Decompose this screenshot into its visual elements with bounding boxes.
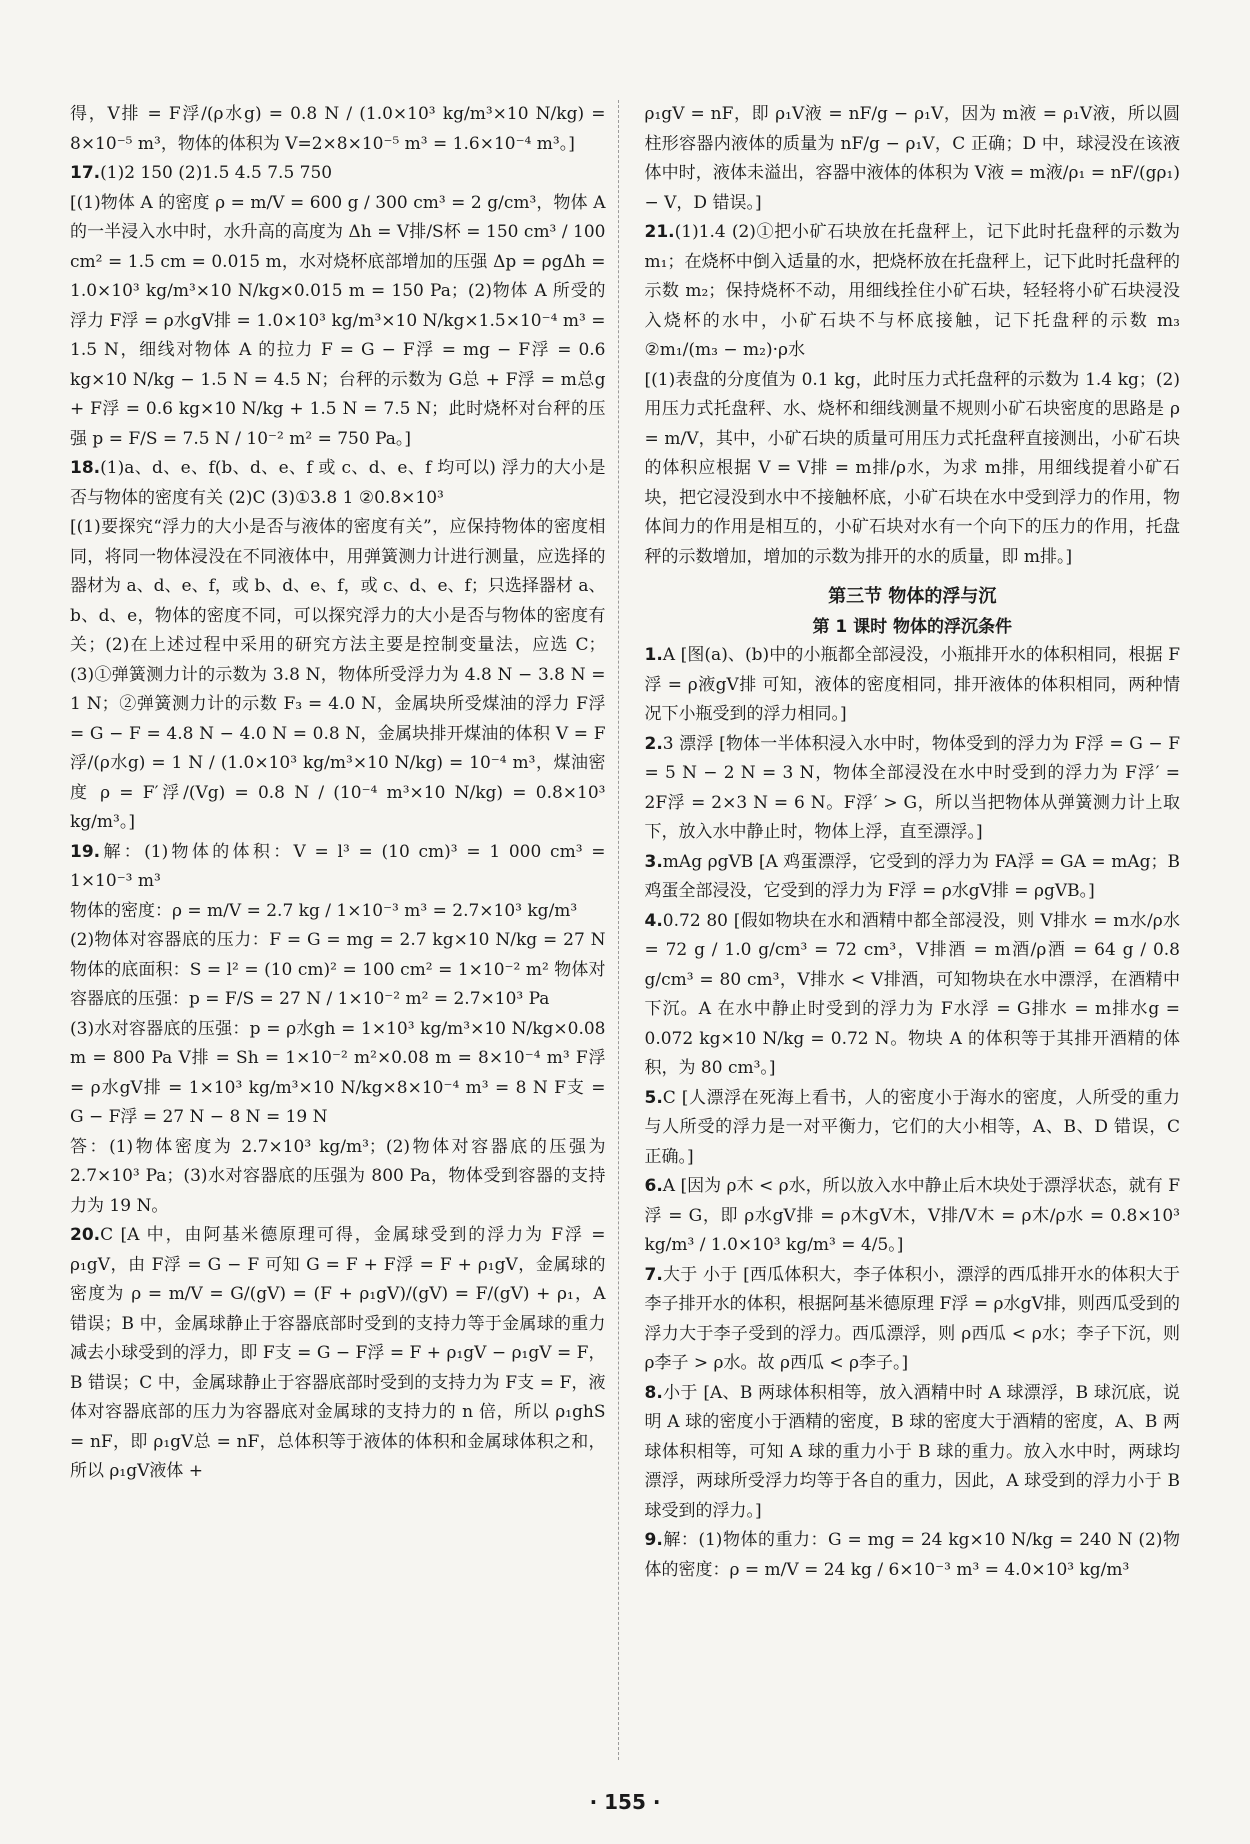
subsection-title: 第 1 课时 物体的浮沉条件 [812,617,1013,637]
answer-body: (1)a、d、e、f(b、d、e、f 或 c、d、e、f 均可以) 浮力的大小是否与物体的密度有关 (2)C (3)①3.8 1 ②0.8×10³ [70,458,606,508]
answer-text [70,1015,606,1133]
answer-item [645,730,1181,848]
question-number: 6. [644,1176,663,1196]
answer-text [645,100,1181,218]
question-number: 7. [644,1264,663,1285]
answer-body: 3 漂浮 [物体一半体积浸入水中时，物体受到的浮力为 F浮 = G − F = 5 N − 2 N = 3 N，物体全部浸没在水中时受到的浮力为 F浮′ = 2F浮 = 2×3 N = 6 N。F浮′ > G，所以当把物体从弹簧测力计上取下，放入水中静止时，物体上浮，直至漂浮。] [644,733,1180,842]
answer-item [70,1221,606,1487]
answer-item [645,1261,1181,1379]
answer-body: 大于 小于 [西瓜体积大，李子体积小，漂浮的西瓜排开水的体积大于李子排开水的体积，根据阿基米德原理 F浮 = ρ水gV排，则西瓜受到的浮力大于李子受到的浮力。西瓜漂浮，则 ρ西瓜 < ρ水；李子下沉，则 ρ李子 > ρ水。故 ρ西瓜 < ρ李子。] [644,1264,1180,1373]
answer-body: C [人漂浮在死海上看书，人的密度小于海水的密度，人所受的重力与人所受的浮力是一对平衡力，它们的大小相等，A、B、D 错误，C 正确。] [644,1087,1180,1167]
answer-body: mAg ρgVB [A 鸡蛋漂浮，它受到的浮力为 FA浮 = GA = mAg；B 鸡蛋全部浸没，它受到的浮力为 F浮 = ρ水gV排 = ρgVB。] [644,851,1180,901]
answer-body: (1)2 150 (2)1.5 4.5 7.5 750 [100,163,333,183]
answer-item [645,1379,1181,1527]
answer-body: (3)水对容器底的压强：p = ρ水gh = 1×10³ kg/m³×10 N/kg×0.08 m = 800 Pa V排 = Sh = 1×10⁻² m²×0.08 m = 8×10⁻⁴ m³ F浮 = ρ水gV排 = 1×10³ kg/m³×10 N/kg×8×10⁻⁴ m³ = 8 N F支 = G − F浮 = 27 N − 8 N = 19 N [70,1018,606,1127]
answer-item [70,159,606,189]
answer-text [70,926,606,1015]
question-number: 18. [70,458,101,478]
question-number: 21. [644,222,675,242]
answer-text [70,513,606,838]
answer-text [70,1133,606,1222]
answer-item [645,1526,1181,1585]
question-number: 1. [644,645,663,665]
answer-body: 0.72 80 [假如物块在水和酒精中都全部浸没，则 V排水 = m水/ρ水 = 72 g / 1.0 g/cm³ = 72 cm³，V排酒 = m酒/ρ酒 = 64 g / 0.8 g/cm³ = 80 cm³，V排水 < V排酒，可知物块在水中漂浮，在酒精中下沉。A 在水中静止时受到的浮力为 F水浮 = G排水 = m排水g = 0.072 kg×10 N/kg = 0.72 N。物块 A 的体积等于其排开酒精的体积，为 80 cm³。] [644,910,1180,1078]
question-number: 4. [644,910,663,931]
answer-text [70,897,606,927]
answer-body: C [A 中，由阿基米德原理可得，金属球受到的浮力为 F浮 = ρ₁gV，由 F浮 = G − F 可知 G = F + F浮 = F + ρ₁gV，金属球的密度为 ρ = m/V = G/(gV) = (F + ρ₁gV)/(gV) = F/(gV) + ρ₁，A 错误；B 中，金属球静止于容器底部时受到的支持力等于金属球的重力减去小球受到的浮力，即 F支 = G − F浮 = F + ρ₁gV − ρ₁gV = F，B 错误；C 中，金属球静止于容器底部时受到的支持力为 F支 = F，液体对容器底部的压力为容器底对金属球的支持力的 n 倍，所以 ρ₁ghS = nF，即 ρ₁gV总 = nF，总体积等于液体的体积和金属球体积之和，所以 ρ₁gV液体 + [70,1225,606,1481]
answer-body: 答：(1)物体密度为 2.7×10³ kg/m³；(2)物体对容器底的压强为 2.7×10³ Pa；(3)水对容器底的压强为 800 Pa，物体受到容器的支持力为 19 N。 [70,1136,606,1216]
answer-text [70,189,606,455]
answer-item [645,1084,1181,1173]
question-number: 8. [644,1382,663,1403]
two-column-body [70,100,1180,1760]
question-number: 20. [70,1225,101,1245]
page-number: · 155 · [589,1790,661,1814]
answer-body: A [因为 ρ木 < ρ水，所以放入水中静止后木块处于漂浮状态，就有 F浮 = G，即 ρ水gV排 = ρ木gV木，V排/V木 = ρ木/ρ水 = 0.8×10³ kg/m³ / 1.0×10³ kg/m³ = 4/5。] [644,1176,1180,1255]
section-title: 第三节 物体的浮与沉 [828,586,997,607]
question-number: 5. [644,1087,663,1108]
answer-body: [(1)表盘的分度值为 0.1 kg，此时压力式托盘秤的示数为 1.4 kg；(2)用压力式托盘秤、水、烧杯和细线测量不规则小矿石块密度的思路是 ρ = m/V，其中，小矿石块的质量可用压力式托盘秤直接测出，小矿石块的体积应根据 V = V排 = m排/ρ水，为求 m排，用细线提着小矿石块，把它浸没到水中不接触杯底，小矿石块在水中受到浮力的作用，物体间力的作用是相互的，小矿石块对水有一个向下的压力的作用，托盘秤的示数增加，增加的示数为排开的水的质量，即 m排。] [644,369,1180,567]
answer-body: 解：(1)物体的重力：G = mg = 24 kg×10 N/kg = 240 N (2)物体的密度：ρ = m/V = 24 kg / 6×10⁻³ m³ = 4.0×10³ kg/m³ [644,1530,1180,1580]
answer-item [645,907,1181,1084]
question-number: 19. [70,841,101,862]
answer-item [645,848,1181,907]
answer-item [70,838,606,897]
left-column [70,100,619,1760]
answer-item [645,218,1181,366]
answer-body: 解：(1)物体的体积：V = l³ = (10 cm)³ = 1 000 cm³ = 1×10⁻³ m³ [70,841,606,891]
question-number: 3. [644,851,663,872]
answer-body: [(1)物体 A 的密度 ρ = m/V = 600 g / 300 cm³ = 2 g/cm³，物体 A 的一半浸入水中时，水升高的高度为 Δh = V排/S杯 = 150 cm³ / 100 cm² = 1.5 cm = 0.015 m，水对烧杯底部增加的压强 Δp = ρgΔh = 1.0×10³ kg/m³×10 N/kg×0.015 m = 150 Pa；(2)物体 A 所受的浮力 F浮 = ρ水gV排 = 1.0×10³ kg/m³×10 N/kg×1.5×10⁻⁴ m³ = 1.5 N，细线对物体 A 的拉力 F = G − F浮 = mg − F浮 = 0.6 kg×10 N/kg − 1.5 N = 4.5 N；台秤的示数为 G总 + F浮 = m总g + F浮 = 0.6 kg×10 N/kg + 1.5 N = 7.5 N；此时烧杯对台秤的压强 p = F/S = 7.5 N / 10⁻² m² = 750 Pa。] [70,192,606,449]
answer-body: (1)1.4 (2)①把小矿石块放在托盘秤上，记下此时托盘秤的示数为 m₁；在烧杯中倒入适量的水，把烧杯放在托盘秤上，记下此时托盘秤的示数 m₂；保持烧杯不动，用细线拴住小矿石块，轻轻将小矿石块浸没入烧杯的水中，小矿石块不与杯底接触，记下托盘秤的示数 m₃ ②m₁/(m₃ − m₂)·ρ水 [644,222,1180,360]
question-number: 9. [644,1530,663,1550]
answer-body: ρ₁gV = nF，即 ρ₁V液 = nF/g − ρ₁V，因为 m液 = ρ₁V液，所以圆柱形容器内液体的质量为 nF/g − ρ₁V，C 正确；D 中，球浸没在该液体中时，液体未溢出，容器中液体的体积为 V液 = m液/ρ₁ = nF/(gρ₁) − V，D 错误。] [644,104,1180,213]
question-number: 2. [644,733,663,754]
answer-text [70,100,606,159]
question-number: 17. [70,163,101,183]
right-column [645,100,1181,1760]
answer-item [645,641,1181,730]
answer-item [645,1172,1181,1261]
answer-body: A [图(a)、(b)中的小瓶都全部浸没，小瓶排开水的体积相同，根据 F浮 = ρ液gV排 可知，液体的密度相同，排开液体的体积相同，两种情况下小瓶受到的浮力相同。] [644,645,1180,724]
answer-body: (2)物体对容器底的压力：F = G = mg = 2.7 kg×10 N/kg = 27 N 物体的底面积：S = l² = (10 cm)² = 100 cm² = 1×10⁻² m² 物体对容器底的压强：p = F/S = 27 N / 1×10⁻² m² = 2.7×10³ Pa [70,930,606,1009]
answer-body: 物体的密度：ρ = m/V = 2.7 kg / 1×10⁻³ m³ = 2.7×10³ kg/m³ [70,900,578,921]
answer-body: 小于 [A、B 两球体积相等，放入酒精中时 A 球漂浮，B 球沉底，说明 A 球的密度小于酒精的密度，B 球的密度大于酒精的密度，A、B 两球体积相等，可知 A 球的重力小于 B 球的重力。放入水中时，两球均漂浮，两球所受浮力均等于各自的重力，因此，A 球受到的浮力小于 B 球受到的浮力。] [644,1382,1180,1521]
answer-item [70,454,606,513]
answer-body: [(1)要探究“浮力的大小是否与液体的密度有关”，应保持物体的密度相同，将同一物体浸没在不同液体中，用弹簧测力计进行测量，应选择的器材为 a、d、e、f，或 b、d、e、f，或 c、d、e、f；只选择器材 a、b、d、e，物体的密度不同，可以探究浮力的大小是否与物体的密度有关；(2)在上述过程中采用的研究方法主要是控制变量法，应选 C；(3)①弹簧测力计的示数为 3.8 N，物体所受浮力为 4.8 N − 3.8 N = 1 N；②弹簧测力计的示数 F₃ = 4.0 N，金属块所受煤油的浮力 F浮 = G − F = 4.8 N − 4.0 N = 0.8 N，金属块排开煤油的体积 V = F浮/(ρ水g) = 1 N / (1.0×10³ kg/m³×10 N/kg) = 10⁻⁴ m³，煤油密度 ρ = F′浮/(Vg) = 0.8 N / (10⁻⁴ m³×10 N/kg) = 0.8×10³ kg/m³。] [70,517,606,832]
answer-text [645,366,1181,573]
answer-body: 得，V排 = F浮/(ρ水g) = 0.8 N / (1.0×10³ kg/m³×10 N/kg) = 8×10⁻⁵ m³，物体的体积为 V=2×8×10⁻⁵ m³ = 1.6×10⁻⁴ m³。] [70,104,606,154]
